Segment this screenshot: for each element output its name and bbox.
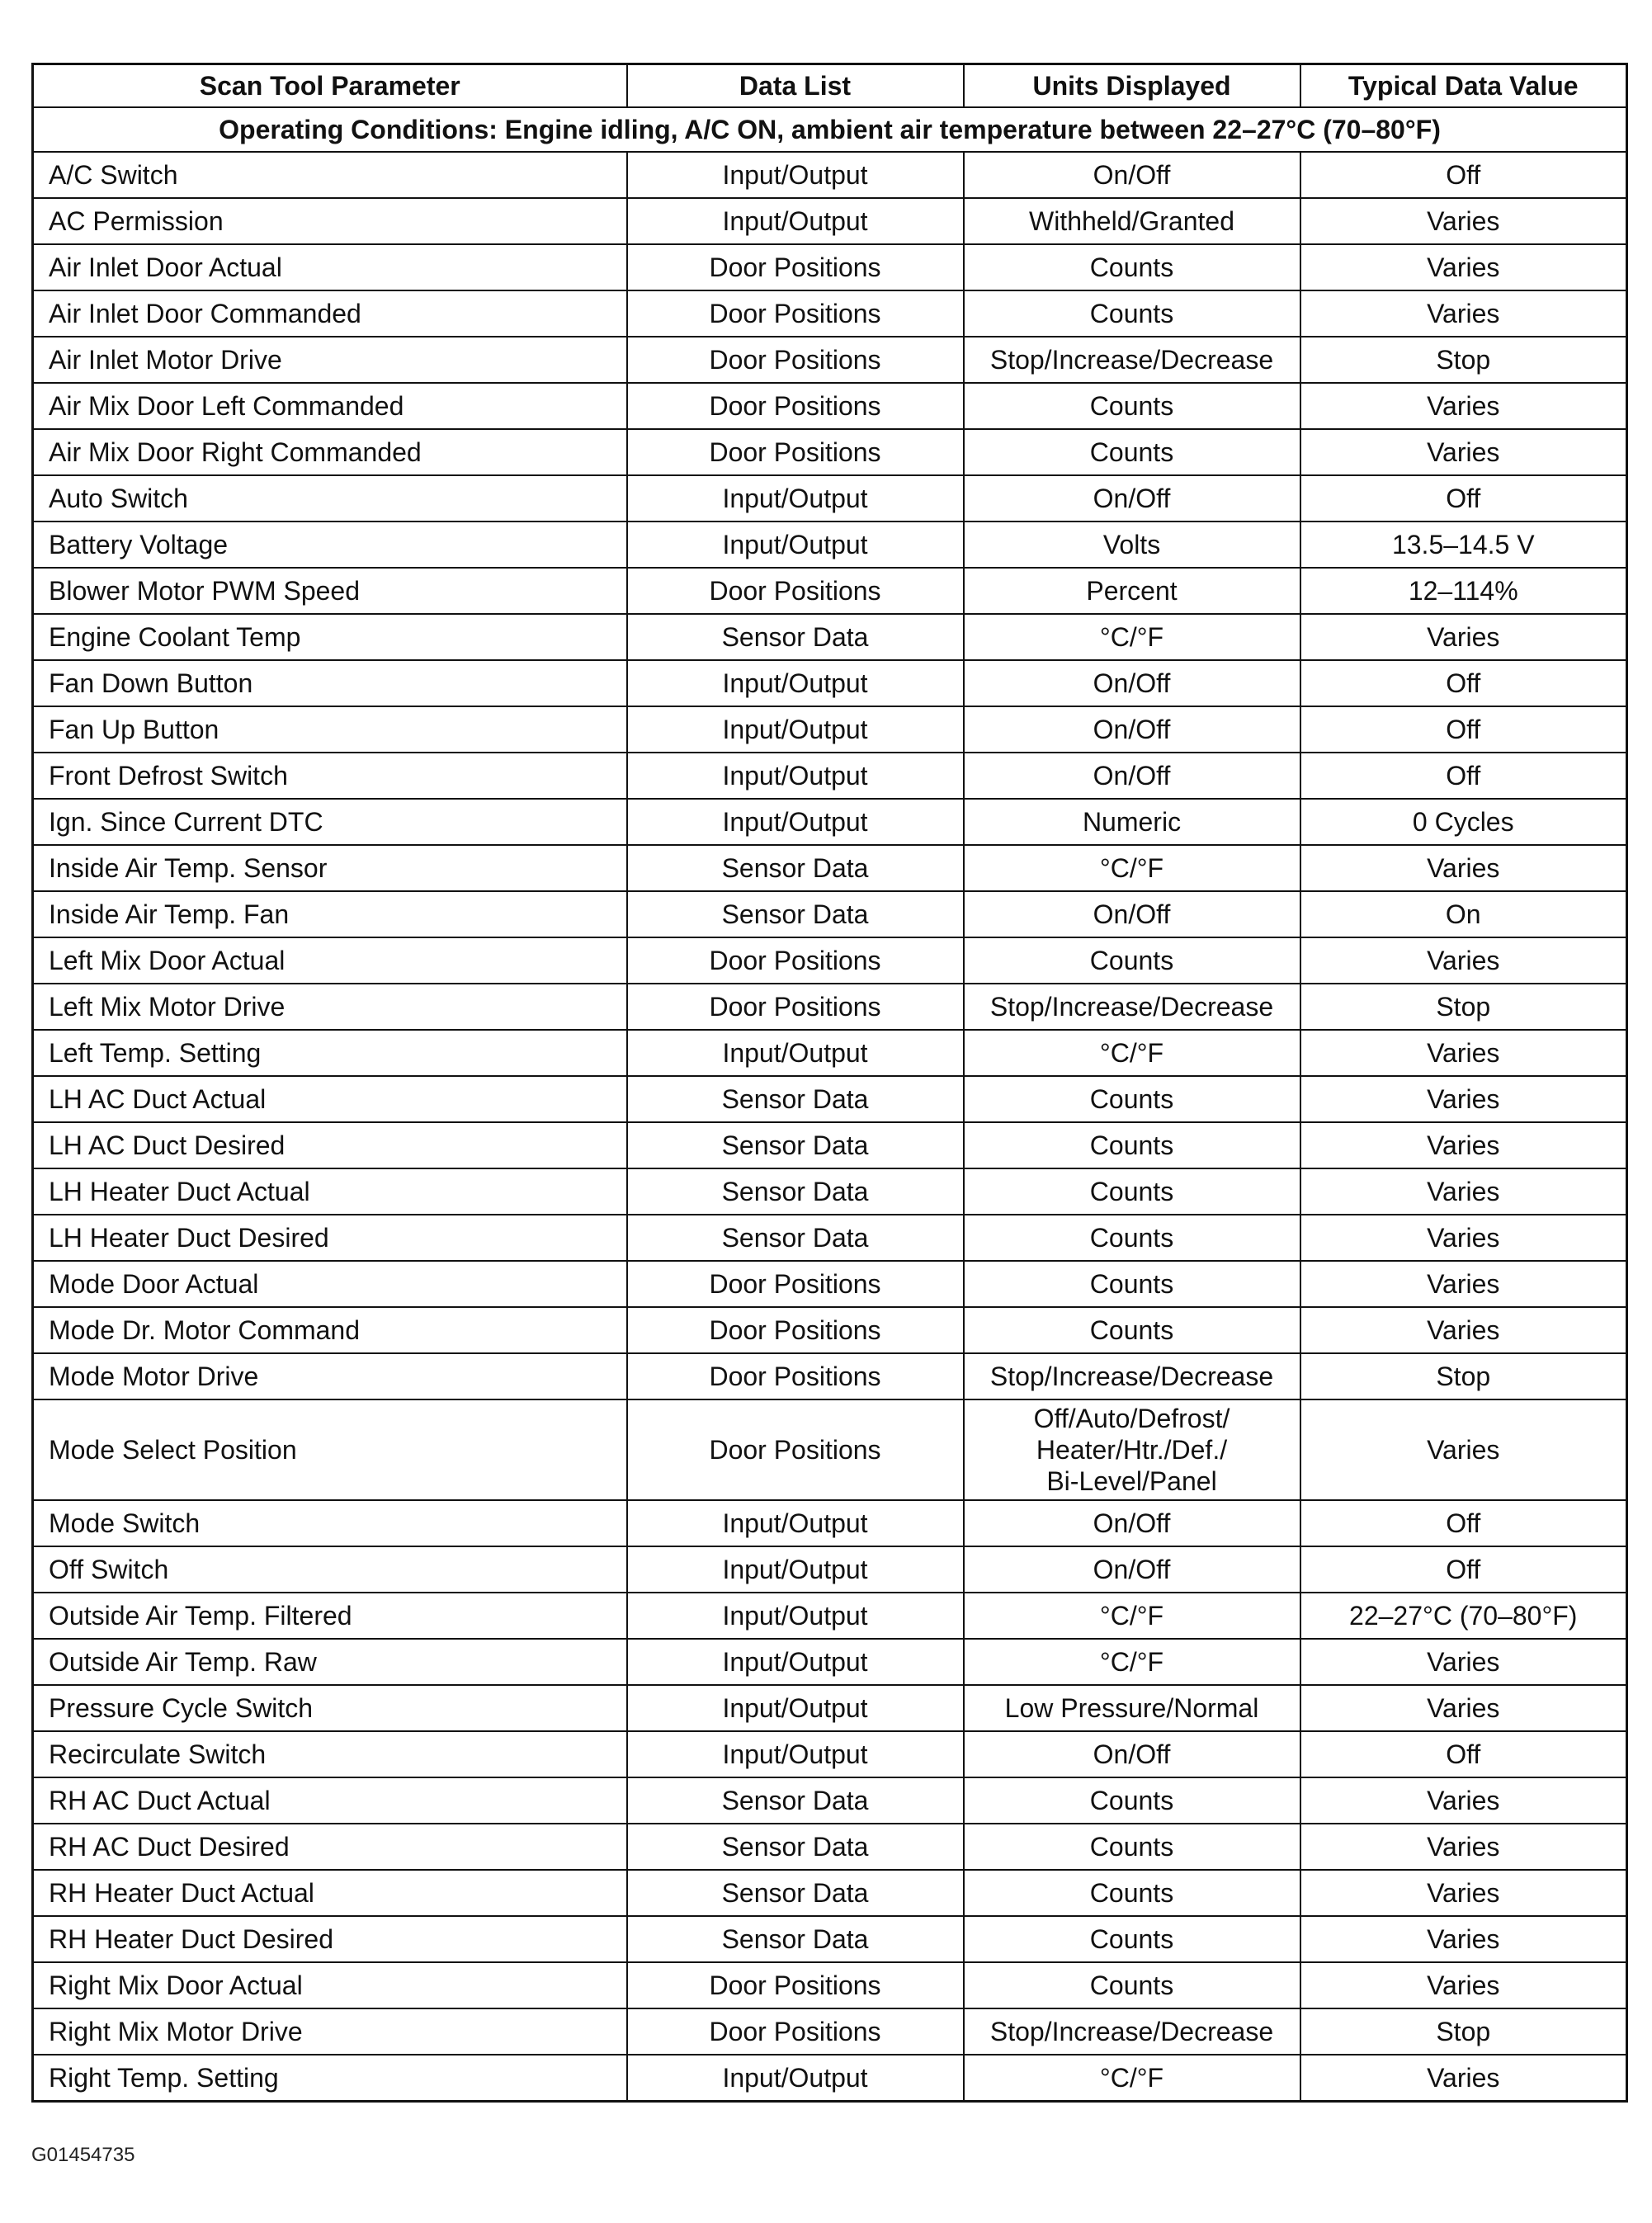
- parameter-cell: Air Inlet Door Commanded: [33, 290, 627, 337]
- units-displayed-cell: [964, 660, 1300, 706]
- header-scan-tool-parameter: Scan Tool Parameter: [33, 64, 627, 108]
- table-row: [33, 383, 1627, 429]
- typical-data-value-cell: 0 Cycles: [1300, 799, 1627, 845]
- parameter-cell: Inside Air Temp. Fan: [33, 891, 627, 937]
- typical-data-value-cell: Varies: [1300, 1168, 1627, 1215]
- units-displayed-cell: [964, 1546, 1300, 1593]
- units-displayed-cell: [964, 891, 1300, 937]
- parameter-cell: RH Heater Duct Desired: [33, 1916, 627, 1962]
- table-row: [33, 568, 1627, 614]
- table-row: [33, 290, 1627, 337]
- data-list-cell: Sensor Data: [627, 1215, 964, 1261]
- table-row: [33, 891, 1627, 937]
- data-list-cell: Input/Output: [627, 475, 964, 522]
- parameter-cell: RH Heater Duct Actual: [33, 1870, 627, 1916]
- data-list-cell: Input/Output: [627, 1685, 964, 1731]
- units-displayed-cell: [964, 568, 1300, 614]
- data-list-cell: Input/Output: [627, 1546, 964, 1593]
- typical-data-value-cell: Off: [1300, 706, 1627, 753]
- units-line: Stop/Increase/Decrease: [989, 1362, 1274, 1391]
- data-list-cell: Door Positions: [627, 429, 964, 475]
- parameter-cell: Air Mix Door Left Commanded: [33, 383, 627, 429]
- units-displayed-cell: [964, 244, 1300, 290]
- units-line: On/Off: [1093, 668, 1171, 698]
- typical-data-value-cell: Varies: [1300, 1639, 1627, 1685]
- units-line: °C/°F: [1099, 2063, 1164, 2093]
- data-list-cell: Sensor Data: [627, 845, 964, 891]
- units-line: Counts: [1089, 299, 1174, 328]
- data-list-cell: Sensor Data: [627, 1122, 964, 1168]
- table-row: [33, 1870, 1627, 1916]
- typical-data-value-cell: Varies: [1300, 1962, 1627, 2008]
- parameter-cell: RH AC Duct Desired: [33, 1824, 627, 1870]
- data-list-cell: Input/Output: [627, 706, 964, 753]
- table-row: [33, 1353, 1627, 1399]
- typical-data-value-cell: Varies: [1300, 198, 1627, 244]
- typical-data-value-cell: Varies: [1300, 1030, 1627, 1076]
- typical-data-value-cell: Varies: [1300, 244, 1627, 290]
- parameter-cell: Engine Coolant Temp: [33, 614, 627, 660]
- units-displayed-cell: [964, 1353, 1300, 1399]
- units-line: Counts: [1089, 437, 1174, 467]
- units-displayed-cell: [964, 2008, 1300, 2055]
- data-list-cell: Input/Output: [627, 1593, 964, 1639]
- units-displayed-cell: [964, 1824, 1300, 1870]
- units-displayed-cell: [964, 1870, 1300, 1916]
- typical-data-value-cell: Varies: [1300, 1685, 1627, 1731]
- units-displayed-cell: [964, 614, 1300, 660]
- typical-data-value-cell: Varies: [1300, 429, 1627, 475]
- units-line: Off/Auto/Defrost/: [1033, 1404, 1230, 1433]
- table-row: [33, 337, 1627, 383]
- header-data-list: Data List: [627, 64, 964, 108]
- units-line: Withheld/Granted: [1028, 206, 1234, 236]
- units-displayed-cell: [964, 753, 1300, 799]
- data-list-cell: Input/Output: [627, 1639, 964, 1685]
- table-row: [33, 475, 1627, 522]
- units-line: Counts: [1089, 1084, 1174, 1114]
- parameter-cell: LH Heater Duct Actual: [33, 1168, 627, 1215]
- data-list-cell: Sensor Data: [627, 1168, 964, 1215]
- data-list-cell: Door Positions: [627, 1261, 964, 1307]
- typical-data-value-cell: Stop: [1300, 984, 1627, 1030]
- table-row: [33, 1261, 1627, 1307]
- units-displayed-cell: [964, 706, 1300, 753]
- units-displayed-cell: [964, 937, 1300, 984]
- units-displayed-cell: [964, 1500, 1300, 1546]
- units-displayed-cell: [964, 152, 1300, 198]
- table-row: [33, 1500, 1627, 1546]
- header-units-displayed: Units Displayed: [964, 64, 1300, 108]
- units-line: Counts: [1089, 391, 1174, 421]
- typical-data-value-cell: Off: [1300, 1500, 1627, 1546]
- units-line: On/Off: [1093, 1508, 1171, 1538]
- parameter-cell: Battery Voltage: [33, 522, 627, 568]
- table-row: [33, 1168, 1627, 1215]
- typical-data-value-cell: Varies: [1300, 1261, 1627, 1307]
- units-line: On/Off: [1093, 715, 1171, 744]
- typical-data-value-cell: Stop: [1300, 2008, 1627, 2055]
- data-list-cell: Door Positions: [627, 568, 964, 614]
- parameter-cell: Mode Select Position: [33, 1399, 627, 1500]
- table-row: [33, 1076, 1627, 1122]
- units-line: Counts: [1089, 253, 1174, 282]
- units-line: Counts: [1089, 1878, 1174, 1908]
- typical-data-value-cell: Off: [1300, 1546, 1627, 1593]
- units-displayed-cell: [964, 1122, 1300, 1168]
- units-line: On/Off: [1093, 761, 1171, 791]
- units-displayed-cell: [964, 845, 1300, 891]
- units-line: Counts: [1089, 1130, 1174, 1160]
- data-list-cell: Sensor Data: [627, 1777, 964, 1824]
- parameter-cell: LH Heater Duct Desired: [33, 1215, 627, 1261]
- units-line: Stop/Increase/Decrease: [989, 992, 1274, 1022]
- units-line: Bi-Level/Panel: [1046, 1466, 1217, 1496]
- table-row: [33, 1307, 1627, 1353]
- units-line: Counts: [1089, 1223, 1174, 1253]
- typical-data-value-cell: 13.5–14.5 V: [1300, 522, 1627, 568]
- data-list-cell: Door Positions: [627, 244, 964, 290]
- units-line: Counts: [1089, 1924, 1174, 1954]
- units-line: °C/°F: [1099, 622, 1164, 652]
- typical-data-value-cell: Varies: [1300, 614, 1627, 660]
- table-row: [33, 1685, 1627, 1731]
- units-line: Counts: [1089, 946, 1174, 975]
- table-row: [33, 1639, 1627, 1685]
- table-row: [33, 1593, 1627, 1639]
- units-line: °C/°F: [1099, 1647, 1164, 1677]
- typical-data-value-cell: Stop: [1300, 1353, 1627, 1399]
- table-row: [33, 1916, 1627, 1962]
- table-row: [33, 1546, 1627, 1593]
- parameter-cell: A/C Switch: [33, 152, 627, 198]
- table-row: [33, 706, 1627, 753]
- typical-data-value-cell: Off: [1300, 475, 1627, 522]
- operating-conditions-row: [33, 107, 1627, 152]
- typical-data-value-cell: Varies: [1300, 290, 1627, 337]
- units-displayed-cell: [964, 1168, 1300, 1215]
- table-row: [33, 1030, 1627, 1076]
- parameter-cell: Front Defrost Switch: [33, 753, 627, 799]
- units-line: °C/°F: [1099, 1601, 1164, 1631]
- units-line: Volts: [1102, 530, 1161, 559]
- units-displayed-cell: [964, 1777, 1300, 1824]
- typical-data-value-cell: Varies: [1300, 1916, 1627, 1962]
- parameter-cell: Air Mix Door Right Commanded: [33, 429, 627, 475]
- units-displayed-cell: [964, 2055, 1300, 2102]
- scan-tool-data-table: [31, 63, 1628, 2103]
- typical-data-value-cell: Varies: [1300, 1215, 1627, 1261]
- parameter-cell: LH AC Duct Desired: [33, 1122, 627, 1168]
- typical-data-value-cell: Varies: [1300, 383, 1627, 429]
- units-displayed-cell: [964, 799, 1300, 845]
- units-line: Stop/Increase/Decrease: [989, 345, 1274, 375]
- parameter-cell: Mode Door Actual: [33, 1261, 627, 1307]
- typical-data-value-cell: Varies: [1300, 937, 1627, 984]
- typical-data-value-cell: Off: [1300, 753, 1627, 799]
- header-row: [33, 64, 1627, 108]
- table-row: [33, 1824, 1627, 1870]
- parameter-cell: Fan Up Button: [33, 706, 627, 753]
- table-row: [33, 799, 1627, 845]
- data-list-cell: Door Positions: [627, 1307, 964, 1353]
- data-list-cell: Input/Output: [627, 1500, 964, 1546]
- units-displayed-cell: [964, 522, 1300, 568]
- units-line: On/Off: [1093, 1739, 1171, 1769]
- data-list-cell: Input/Output: [627, 2055, 964, 2102]
- units-line: On/Off: [1093, 1555, 1171, 1584]
- data-list-cell: Sensor Data: [627, 1824, 964, 1870]
- data-list-cell: Sensor Data: [627, 614, 964, 660]
- table-row: [33, 2008, 1627, 2055]
- units-displayed-cell: [964, 1731, 1300, 1777]
- typical-data-value-cell: Varies: [1300, 1870, 1627, 1916]
- data-list-cell: Door Positions: [627, 383, 964, 429]
- typical-data-value-cell: Off: [1300, 1731, 1627, 1777]
- parameter-cell: Mode Dr. Motor Command: [33, 1307, 627, 1353]
- table-row: [33, 198, 1627, 244]
- data-list-cell: Input/Output: [627, 660, 964, 706]
- typical-data-value-cell: Varies: [1300, 1777, 1627, 1824]
- units-displayed-cell: [964, 475, 1300, 522]
- table-row: [33, 753, 1627, 799]
- parameter-cell: Ign. Since Current DTC: [33, 799, 627, 845]
- parameter-cell: Mode Switch: [33, 1500, 627, 1546]
- units-line: Stop/Increase/Decrease: [989, 2017, 1274, 2046]
- typical-data-value-cell: Stop: [1300, 337, 1627, 383]
- units-line: Counts: [1089, 1177, 1174, 1206]
- data-list-cell: Sensor Data: [627, 1076, 964, 1122]
- parameter-cell: Off Switch: [33, 1546, 627, 1593]
- parameter-cell: RH AC Duct Actual: [33, 1777, 627, 1824]
- parameter-cell: LH AC Duct Actual: [33, 1076, 627, 1122]
- parameter-cell: Recirculate Switch: [33, 1731, 627, 1777]
- data-list-cell: Sensor Data: [627, 1870, 964, 1916]
- typical-data-value-cell: Off: [1300, 152, 1627, 198]
- data-list-cell: Input/Output: [627, 799, 964, 845]
- typical-data-value-cell: Varies: [1300, 845, 1627, 891]
- parameter-cell: Left Mix Door Actual: [33, 937, 627, 984]
- data-list-cell: Door Positions: [627, 2008, 964, 2055]
- units-displayed-cell: [964, 1916, 1300, 1962]
- typical-data-value-cell: Varies: [1300, 1399, 1627, 1500]
- data-list-cell: Door Positions: [627, 1962, 964, 2008]
- table-row: [33, 429, 1627, 475]
- parameter-cell: Pressure Cycle Switch: [33, 1685, 627, 1731]
- units-displayed-cell: [964, 984, 1300, 1030]
- units-displayed-cell: [964, 1307, 1300, 1353]
- units-displayed-cell: [964, 1261, 1300, 1307]
- table-body: [33, 107, 1627, 2102]
- data-list-cell: Input/Output: [627, 1030, 964, 1076]
- typical-data-value-cell: 12–114%: [1300, 568, 1627, 614]
- units-displayed-cell: [964, 1593, 1300, 1639]
- units-line: Counts: [1089, 1832, 1174, 1862]
- table-row: [33, 1962, 1627, 2008]
- table-row: [33, 1122, 1627, 1168]
- data-list-cell: Door Positions: [627, 337, 964, 383]
- table-row: [33, 614, 1627, 660]
- data-list-cell: Input/Output: [627, 1731, 964, 1777]
- units-displayed-cell: [964, 383, 1300, 429]
- units-displayed-cell: [964, 1639, 1300, 1685]
- data-list-cell: Sensor Data: [627, 1916, 964, 1962]
- typical-data-value-cell: Varies: [1300, 2055, 1627, 2102]
- units-line: On/Off: [1093, 899, 1171, 929]
- parameter-cell: Right Mix Door Actual: [33, 1962, 627, 2008]
- data-list-cell: Sensor Data: [627, 891, 964, 937]
- parameter-cell: Inside Air Temp. Sensor: [33, 845, 627, 891]
- units-displayed-cell: [964, 198, 1300, 244]
- table-row: [33, 1215, 1627, 1261]
- units-line: Low Pressure/Normal: [1004, 1693, 1259, 1723]
- units-line: Counts: [1089, 1970, 1174, 2000]
- data-list-cell: Input/Output: [627, 522, 964, 568]
- units-displayed-cell: [964, 1215, 1300, 1261]
- parameter-cell: Air Inlet Door Actual: [33, 244, 627, 290]
- units-line: Numeric: [1082, 807, 1182, 837]
- units-line: Heater/Htr./Def./: [1036, 1435, 1228, 1465]
- data-list-cell: Door Positions: [627, 937, 964, 984]
- units-displayed-cell: [964, 1076, 1300, 1122]
- data-list-cell: Input/Output: [627, 152, 964, 198]
- units-line: On/Off: [1093, 484, 1171, 513]
- units-line: Counts: [1089, 1786, 1174, 1815]
- units-line: On/Off: [1093, 160, 1171, 190]
- typical-data-value-cell: Varies: [1300, 1076, 1627, 1122]
- units-line: Counts: [1089, 1269, 1174, 1299]
- units-line: °C/°F: [1099, 1038, 1164, 1068]
- operating-conditions: Operating Conditions: Engine idling, A/C ON, ambient air temperature between 22–27°C (70–80°F): [33, 107, 1627, 152]
- table-row: [33, 2055, 1627, 2102]
- data-list-cell: Input/Output: [627, 753, 964, 799]
- units-displayed-cell: [964, 1962, 1300, 2008]
- parameter-cell: Outside Air Temp. Filtered: [33, 1593, 627, 1639]
- figure-id: G01454735: [31, 2144, 135, 2166]
- typical-data-value-cell: Varies: [1300, 1122, 1627, 1168]
- table-row: [33, 1777, 1627, 1824]
- parameter-cell: Air Inlet Motor Drive: [33, 337, 627, 383]
- parameter-cell: Mode Motor Drive: [33, 1353, 627, 1399]
- parameter-cell: AC Permission: [33, 198, 627, 244]
- units-displayed-cell: [964, 429, 1300, 475]
- data-list-cell: Door Positions: [627, 984, 964, 1030]
- typical-data-value-cell: Varies: [1300, 1307, 1627, 1353]
- data-list-cell: Door Positions: [627, 290, 964, 337]
- parameter-cell: Right Temp. Setting: [33, 2055, 627, 2102]
- data-list-cell: Input/Output: [627, 198, 964, 244]
- table-row: [33, 660, 1627, 706]
- parameter-cell: Left Mix Motor Drive: [33, 984, 627, 1030]
- typical-data-value-cell: Off: [1300, 660, 1627, 706]
- typical-data-value-cell: 22–27°C (70–80°F): [1300, 1593, 1627, 1639]
- table-row: [33, 1399, 1627, 1500]
- parameter-cell: Fan Down Button: [33, 660, 627, 706]
- parameter-cell: Left Temp. Setting: [33, 1030, 627, 1076]
- units-line: Percent: [1086, 576, 1178, 606]
- parameter-cell: Outside Air Temp. Raw: [33, 1639, 627, 1685]
- parameter-cell: Auto Switch: [33, 475, 627, 522]
- table-row: [33, 152, 1627, 198]
- table-row: [33, 1731, 1627, 1777]
- table-row: [33, 845, 1627, 891]
- table-row: [33, 244, 1627, 290]
- units-displayed-cell: [964, 1685, 1300, 1731]
- header-typical-data-value: Typical Data Value: [1300, 64, 1627, 108]
- units-displayed-cell: [964, 1030, 1300, 1076]
- table-row: [33, 937, 1627, 984]
- table-row: [33, 522, 1627, 568]
- units-line: °C/°F: [1099, 853, 1164, 883]
- parameter-cell: Right Mix Motor Drive: [33, 2008, 627, 2055]
- data-list-cell: Door Positions: [627, 1399, 964, 1500]
- typical-data-value-cell: On: [1300, 891, 1627, 937]
- typical-data-value-cell: Varies: [1300, 1824, 1627, 1870]
- units-displayed-cell: [964, 290, 1300, 337]
- table-row: [33, 984, 1627, 1030]
- units-line: Counts: [1089, 1315, 1174, 1345]
- data-list-cell: Door Positions: [627, 1353, 964, 1399]
- parameter-cell: Blower Motor PWM Speed: [33, 568, 627, 614]
- units-displayed-cell: [964, 337, 1300, 383]
- units-displayed-cell: [964, 1399, 1300, 1500]
